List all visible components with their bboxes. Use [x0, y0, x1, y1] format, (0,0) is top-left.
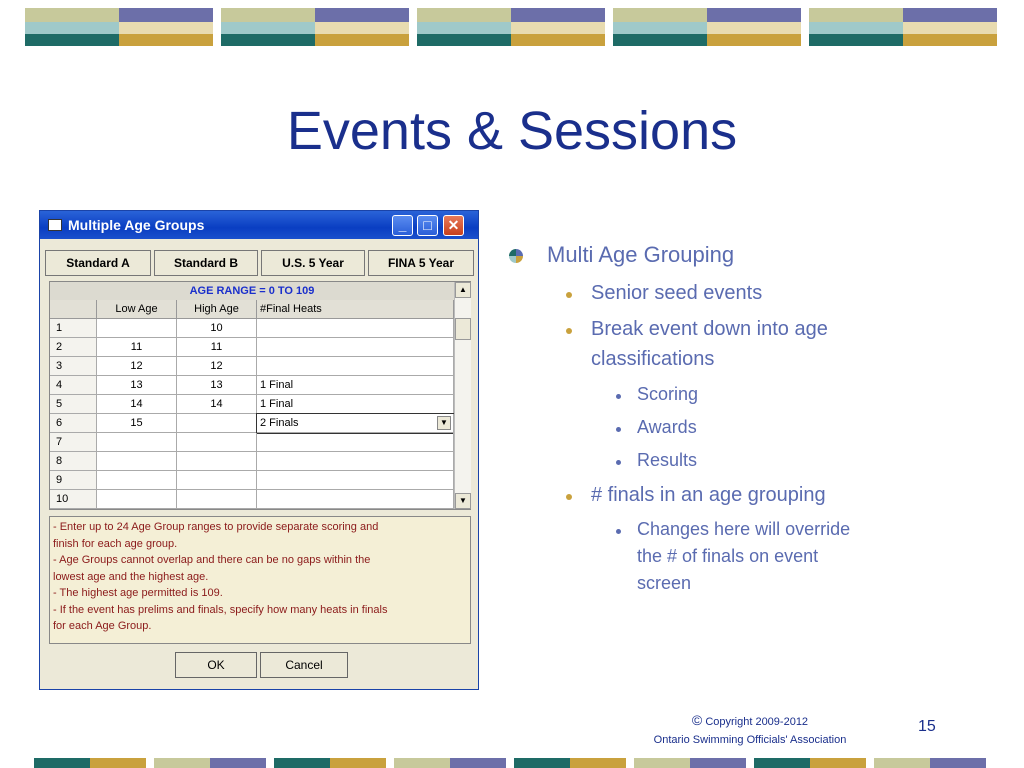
footer-block — [154, 758, 210, 768]
note-line: - Enter up to 24 Age Group ranges to provide separate scoring and — [53, 521, 379, 533]
bullet-dot-icon — [616, 394, 621, 399]
low-age-cell[interactable] — [97, 433, 177, 452]
footer-block — [570, 758, 626, 768]
scroll-thumb[interactable] — [455, 318, 471, 340]
row-index: 6 — [50, 414, 97, 433]
banner-block — [809, 8, 997, 46]
bullet-breakdown-2: classifications — [591, 348, 715, 370]
bullet-breakdown-1: Break event down into age — [591, 318, 828, 340]
footer-block — [690, 758, 746, 768]
row-index: 10 — [50, 490, 97, 509]
footer-block — [874, 758, 930, 768]
maximize-button[interactable]: □ — [417, 215, 438, 236]
bullet-senior-seed: Senior seed events — [591, 282, 763, 304]
banner-block — [417, 8, 605, 46]
high-age-cell[interactable] — [177, 414, 257, 433]
banner-block — [221, 8, 409, 46]
final-heats-cell[interactable]: 1 Final — [257, 395, 454, 414]
final-heats-cell[interactable]: 2 Finals ▼ — [257, 414, 454, 433]
bullet-changes-2: the # of finals on event — [637, 546, 819, 566]
age-range-label: AGE RANGE = 0 TO 109 — [50, 282, 454, 301]
low-age-cell[interactable] — [97, 471, 177, 490]
copyright-symbol: © — [691, 712, 703, 728]
final-heats-cell[interactable] — [257, 319, 454, 338]
final-heats-cell[interactable] — [257, 471, 454, 490]
col-header-index — [50, 300, 97, 319]
age-group-grid — [49, 281, 471, 510]
multiple-age-groups-window — [39, 210, 479, 690]
high-age-cell[interactable] — [177, 433, 257, 452]
row-index: 7 — [50, 433, 97, 452]
low-age-cell[interactable] — [97, 452, 177, 471]
high-age-cell[interactable]: 10 — [177, 319, 257, 338]
note-line: - The highest age permitted is 109. — [53, 587, 223, 599]
row-index: 9 — [50, 471, 97, 490]
bullet-dot-icon — [566, 292, 572, 298]
ok-button[interactable]: OK — [175, 652, 257, 678]
high-age-cell[interactable] — [177, 490, 257, 509]
high-age-cell[interactable]: 13 — [177, 376, 257, 395]
bullet-scoring: Scoring — [637, 384, 699, 404]
footer-block — [90, 758, 146, 768]
row-index: 5 — [50, 395, 97, 414]
row-index: 2 — [50, 338, 97, 357]
note-line: for each Age Group. — [53, 620, 152, 632]
cancel-button[interactable]: Cancel — [260, 652, 348, 678]
fina-5-year-button[interactable]: FINA 5 Year — [368, 250, 474, 276]
bullet-finals: # finals in an age grouping — [591, 484, 826, 506]
high-age-cell[interactable]: 12 — [177, 357, 257, 376]
footer-block — [754, 758, 810, 768]
footer-block — [514, 758, 570, 768]
bullet-dot-icon — [566, 328, 572, 334]
final-heats-cell[interactable] — [257, 490, 454, 509]
final-heats-cell[interactable] — [257, 357, 454, 376]
slide-title: Events & Sessions — [286, 101, 738, 161]
row-index: 1 — [50, 319, 97, 338]
row-index: 4 — [50, 376, 97, 395]
low-age-cell[interactable]: 11 — [97, 338, 177, 357]
window-titlebar[interactable] — [40, 211, 478, 239]
footer-block — [210, 758, 266, 768]
col-header-final-heats: #Final Heats — [257, 300, 454, 319]
window-title: Multiple Age Groups — [68, 217, 205, 233]
row-index: 8 — [50, 452, 97, 471]
footer-block — [930, 758, 986, 768]
footer-block — [394, 758, 450, 768]
footer-block — [330, 758, 386, 768]
bullet-changes-1: Changes here will override — [637, 519, 851, 539]
footer-block — [34, 758, 90, 768]
bullet-dot-icon — [566, 494, 572, 500]
note-line: - If the event has prelims and finals, specify how many heats in finals — [53, 603, 388, 616]
dropdown-arrow-icon[interactable]: ▼ — [437, 416, 451, 430]
note-line: finish for each age group. — [53, 537, 178, 550]
standard-a-button[interactable]: Standard A — [45, 250, 151, 276]
footer-block — [450, 758, 506, 768]
bullet-dot-icon — [616, 427, 621, 432]
banner-block — [25, 8, 213, 46]
copyright-line-1: Copyright 2009-2012 — [705, 716, 809, 728]
high-age-cell[interactable] — [177, 452, 257, 471]
final-heats-cell[interactable]: 1 Final — [257, 376, 454, 395]
us-5-year-button[interactable]: U.S. 5 Year — [261, 250, 365, 276]
bullet-dot-icon — [616, 460, 621, 465]
low-age-cell[interactable] — [97, 490, 177, 509]
high-age-cell[interactable] — [177, 471, 257, 490]
low-age-cell[interactable]: 12 — [97, 357, 177, 376]
scroll-up-icon[interactable]: ▲ — [455, 282, 471, 298]
high-age-cell[interactable]: 11 — [177, 338, 257, 357]
footer-block — [810, 758, 866, 768]
bullet-changes-3: screen — [637, 573, 692, 593]
bullet-awards: Awards — [637, 417, 697, 437]
note-line: - Age Groups cannot overlap and there can be no gaps within the — [53, 554, 371, 566]
low-age-cell[interactable]: 14 — [97, 395, 177, 414]
close-button[interactable]: ✕ — [443, 215, 464, 236]
high-age-cell[interactable]: 14 — [177, 395, 257, 414]
footer-block — [634, 758, 690, 768]
grid-scrollbar[interactable] — [454, 282, 471, 509]
window-icon — [48, 219, 62, 231]
help-notes — [49, 516, 471, 644]
low-age-cell[interactable]: 15 — [97, 414, 177, 433]
bullet-results: Results — [637, 450, 698, 470]
row-index: 3 — [50, 357, 97, 376]
standard-b-button[interactable]: Standard B — [154, 250, 258, 276]
copyright-line-2: Ontario Swimming Officials' Association — [653, 734, 847, 746]
copyright — [630, 711, 870, 749]
note-line: lowest age and the highest age. — [53, 570, 209, 583]
page-number: 15 — [918, 718, 936, 735]
scroll-down-icon[interactable]: ▼ — [455, 493, 471, 509]
pie-bullet-icon — [508, 248, 524, 264]
low-age-cell[interactable] — [97, 319, 177, 338]
banner-block — [613, 8, 801, 46]
final-heats-cell[interactable] — [257, 452, 454, 471]
col-header-low-age: Low Age — [97, 300, 177, 319]
bullet-multi-age-grouping: Multi Age Grouping — [547, 242, 735, 267]
minimize-button[interactable]: _ — [392, 215, 413, 236]
final-heats-cell[interactable] — [257, 433, 454, 452]
bullet-dot-icon — [616, 529, 621, 534]
col-header-high-age: High Age — [177, 300, 257, 319]
final-heats-cell[interactable] — [257, 338, 454, 357]
footer-block — [274, 758, 330, 768]
low-age-cell[interactable]: 13 — [97, 376, 177, 395]
